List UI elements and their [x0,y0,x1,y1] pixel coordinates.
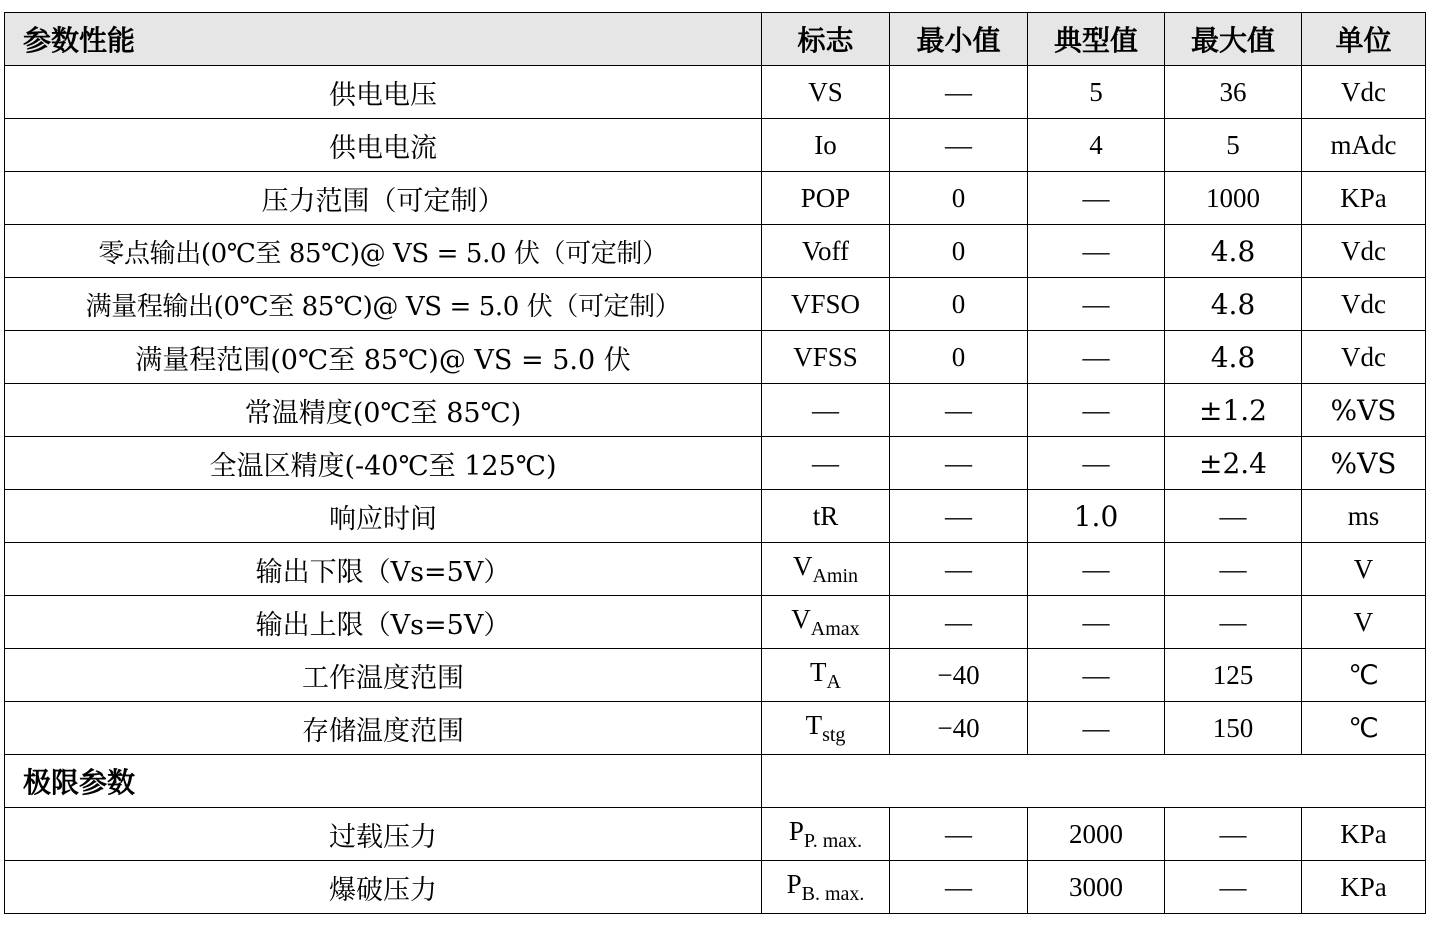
typ-value: — [1028,596,1165,649]
symbol-main: P [788,815,804,846]
param-symbol [762,702,890,755]
table-row [5,596,1426,649]
typ-value: 1.0 [1028,490,1165,543]
symbol-main: T [810,656,827,687]
unit-value: ℃ [1302,649,1426,702]
param-name: 输出上限（Vs=5V） [5,596,762,649]
min-value: 0 [890,278,1028,331]
max-value: ±2.4 [1165,437,1302,490]
param-symbol [762,119,890,172]
symbol-main: P [786,868,802,899]
param-symbol [762,437,890,490]
header-unit: 单位 [1302,13,1426,66]
min-value: — [890,808,1028,861]
unit-value: ℃ [1302,702,1426,755]
symbol-subscript: P. max. [803,829,863,852]
symbol-main: — [812,394,839,425]
unit-value: V [1302,596,1426,649]
typ-value: — [1028,543,1165,596]
typ-value: 2000 [1028,808,1165,861]
table-row [5,861,1426,914]
param-name: 输出下限（Vs=5V） [5,543,762,596]
section-title: 极限参数 [5,755,762,808]
unit-value: V [1302,543,1426,596]
typ-value: 3000 [1028,861,1165,914]
typ-value: — [1028,649,1165,702]
unit-value: %VS [1302,437,1426,490]
typ-value: — [1028,331,1165,384]
param-symbol [762,596,890,649]
param-symbol [762,384,890,437]
param-name: 零点输出(0℃至 85℃)@ VS = 5.0 伏（可定制） [5,225,762,278]
max-value: 5 [1165,119,1302,172]
min-value: 0 [890,225,1028,278]
min-value: 0 [890,331,1028,384]
unit-value: Vdc [1302,225,1426,278]
param-name: 全温区精度(-40℃至 125℃) [5,437,762,490]
symbol-subscript: Amin [812,564,859,587]
min-value: −40 [890,702,1028,755]
header-typ: 典型值 [1028,13,1165,66]
min-value: — [890,437,1028,490]
param-symbol [762,490,890,543]
symbol-subscript: A [826,670,841,693]
param-name: 供电电压 [5,66,762,119]
min-value: 0 [890,172,1028,225]
header-min: 最小值 [890,13,1028,66]
typ-value: — [1028,225,1165,278]
max-value: — [1165,808,1302,861]
param-symbol [762,543,890,596]
unit-value: %VS [1302,384,1426,437]
symbol-main: Voff [801,235,849,266]
table-row [5,702,1426,755]
unit-value: Vdc [1302,66,1426,119]
max-value: 150 [1165,702,1302,755]
unit-value: KPa [1302,172,1426,225]
max-value: 4.8 [1165,225,1302,278]
table-row [5,543,1426,596]
symbol-subscript: stg [822,723,846,746]
typ-value: — [1028,437,1165,490]
table-row [5,278,1426,331]
symbol-main: V [791,603,811,634]
header-symbol: 标志 [762,13,890,66]
param-symbol [762,331,890,384]
typ-value: — [1028,172,1165,225]
min-value: — [890,596,1028,649]
min-value: — [890,861,1028,914]
typ-value: 4 [1028,119,1165,172]
symbol-subscript: Amax [810,617,860,640]
typ-value: — [1028,278,1165,331]
symbol-main: Io [814,129,837,160]
max-value: 1000 [1165,172,1302,225]
min-value: — [890,543,1028,596]
unit-value: ms [1302,490,1426,543]
param-name: 常温精度(0℃至 85℃) [5,384,762,437]
table-row [5,808,1426,861]
unit-value: KPa [1302,861,1426,914]
limit-symbol [762,861,890,914]
symbol-main: V [792,550,813,581]
table-row [5,225,1426,278]
param-name: 存储温度范围 [5,702,762,755]
max-value: 4.8 [1165,331,1302,384]
symbol-main: VFSS [793,341,858,372]
section-blank-cell [762,755,1426,808]
table-row [5,66,1426,119]
param-name: 满量程范围(0℃至 85℃)@ VS = 5.0 伏 [5,331,762,384]
max-value: — [1165,543,1302,596]
table-row [5,649,1426,702]
header-param: 参数性能 [5,13,762,66]
table-row [5,384,1426,437]
typ-value: — [1028,702,1165,755]
spec-table [4,12,1426,914]
param-name: 响应时间 [5,490,762,543]
symbol-main: VFSO [790,288,861,319]
table-row [5,490,1426,543]
limit-name: 过载压力 [5,808,762,861]
param-name: 工作温度范围 [5,649,762,702]
typ-value: — [1028,384,1165,437]
max-value: 125 [1165,649,1302,702]
unit-value: Vdc [1302,278,1426,331]
limit-symbol [762,808,890,861]
min-value: — [890,384,1028,437]
symbol-main: T [805,709,823,740]
param-symbol [762,172,890,225]
min-value: — [890,490,1028,543]
table-header-row [5,13,1426,66]
limit-name: 爆破压力 [5,861,762,914]
section-row [5,755,1426,808]
param-name: 满量程输出(0℃至 85℃)@ VS = 5.0 伏（可定制） [5,278,762,331]
param-symbol [762,225,890,278]
symbol-subscript: B. max. [801,882,865,905]
min-value: −40 [890,649,1028,702]
symbol-main: VS [808,76,843,107]
symbol-main: — [812,447,839,478]
symbol-main: tR [812,500,839,531]
symbol-main: POP [800,182,851,213]
param-name: 压力范围（可定制） [5,172,762,225]
table-row [5,331,1426,384]
param-name: 供电电流 [5,119,762,172]
min-value: — [890,119,1028,172]
max-value: — [1165,861,1302,914]
table-row [5,172,1426,225]
param-symbol [762,66,890,119]
param-symbol [762,278,890,331]
max-value: ±1.2 [1165,384,1302,437]
table-row [5,119,1426,172]
unit-value: KPa [1302,808,1426,861]
unit-value: Vdc [1302,331,1426,384]
min-value: — [890,66,1028,119]
table-row [5,437,1426,490]
unit-value: mAdc [1302,119,1426,172]
max-value: — [1165,596,1302,649]
param-symbol [762,649,890,702]
max-value: 36 [1165,66,1302,119]
max-value: 4.8 [1165,278,1302,331]
header-max: 最大值 [1165,13,1302,66]
typ-value: 5 [1028,66,1165,119]
max-value: — [1165,490,1302,543]
